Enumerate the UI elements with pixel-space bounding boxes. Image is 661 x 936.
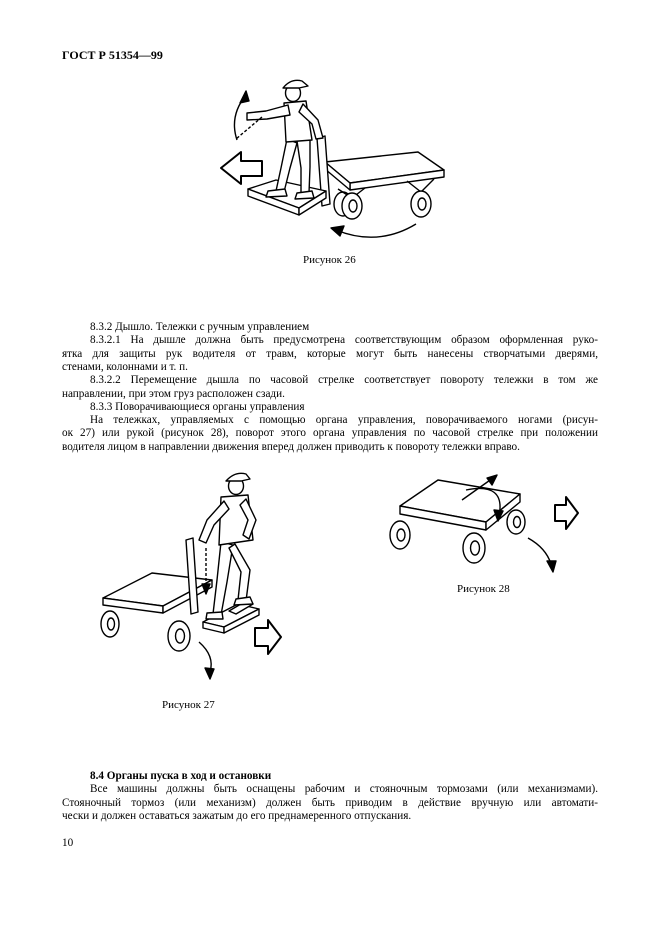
cart-wheel-rear-right-hub: [514, 517, 521, 528]
operator-shoe-left: [206, 612, 223, 619]
paragraph-8-4-line: Все машины должны быть оснащены рабочим и стояночным тормозами (или механизмами).: [90, 783, 598, 795]
figure-26-drawing: [221, 80, 444, 237]
operator-leg-right: [229, 544, 250, 601]
paragraph-8-3-2-2-line: направлении, при этом груз расположен сзади.: [62, 388, 285, 400]
direction-arrow-right: [255, 620, 281, 654]
operator-figure: [247, 80, 323, 199]
direction-arrow-right: [555, 497, 578, 529]
section-8-3-3-heading: 8.3.3 Поворачивающиеся органы управления: [90, 401, 305, 413]
paragraph-8-3-2-1-line: 8.3.2.1 На дышле должна быть предусмотрена соответствующим образом оформленная руко-: [90, 334, 598, 346]
cart-wheel-left-hub: [349, 200, 357, 212]
turn-arrow-head: [205, 668, 214, 679]
figure-28-drawing: [390, 475, 578, 572]
turn-arrow-head: [331, 226, 344, 236]
direction-arrow-left: [221, 152, 262, 184]
figure-26-caption: Рисунок 26: [303, 254, 356, 266]
steering-axis-arrowhead: [487, 475, 497, 485]
paragraph-8-3-3-line: водителя лицом в направлении движения вперед должен приводить к повороту тележки вправо.: [62, 441, 520, 453]
figure-27-drawing: [101, 473, 281, 679]
operator-figure: [199, 473, 256, 619]
paragraph-8-3-2-1-line: стенами, колоннами и т. п.: [62, 361, 188, 373]
cart-wheel-left-hub: [108, 618, 115, 630]
figure-27-caption: Рисунок 27: [162, 699, 215, 711]
steering-post: [186, 538, 198, 614]
cart-wheel-right-hub: [418, 198, 426, 210]
figure-28-caption: Рисунок 28: [457, 583, 510, 595]
document-code-header: ГОСТ Р 51354—99: [62, 48, 163, 62]
paragraph-8-4-line: чески и должен оставаться зажатым до его преднамеренного отпускания.: [62, 810, 412, 822]
operator-cap: [283, 80, 308, 88]
page-number: 10: [62, 837, 74, 849]
turn-arrow-head: [547, 561, 556, 572]
turn-arrow-arc: [336, 224, 416, 237]
paragraph-8-4-line: Стояночный тормоз (или механизм) должен быть приводим в действие вручную или автомати-: [62, 797, 598, 809]
turn-arrow-arc: [528, 538, 551, 564]
cart-wheel-right-hub: [176, 629, 185, 643]
cart-wheel-front-left-hub: [397, 529, 405, 541]
section-8-4-heading: 8.4 Органы пуска в ход и остановки: [90, 770, 272, 782]
paragraph-8-3-3-line: ок 27) или рукой (рисунок 28), поворот этого органа управления по часовой стрелке при положении: [62, 427, 598, 439]
cart-wheel-front-right-hub: [471, 541, 480, 555]
operator-shoe-left: [266, 189, 287, 197]
operator-shoe-right: [234, 597, 253, 605]
operator-arm-left: [247, 105, 290, 120]
operator-leg-left: [213, 542, 233, 615]
paragraph-8-3-2-1-line: ятка для защиты рук водителя от травм, которые могут быть нанесены створчатыми дверями,: [62, 348, 598, 360]
paragraph-8-3-3-line: На тележках, управляемых с помощью органа управления, поворачиваемого ногами (рисун-: [90, 414, 598, 426]
operator-cap: [226, 473, 250, 481]
section-8-3-2-heading: 8.3.2 Дышло. Тележки с ручным управлением: [90, 321, 310, 333]
handle-swing-arrowhead: [240, 91, 249, 103]
paragraph-8-3-2-2-line: 8.3.2.2 Перемещение дышла по часовой стрелке соответствует повороту тележки в том же: [90, 374, 598, 386]
operator-shoe-right: [295, 191, 314, 199]
